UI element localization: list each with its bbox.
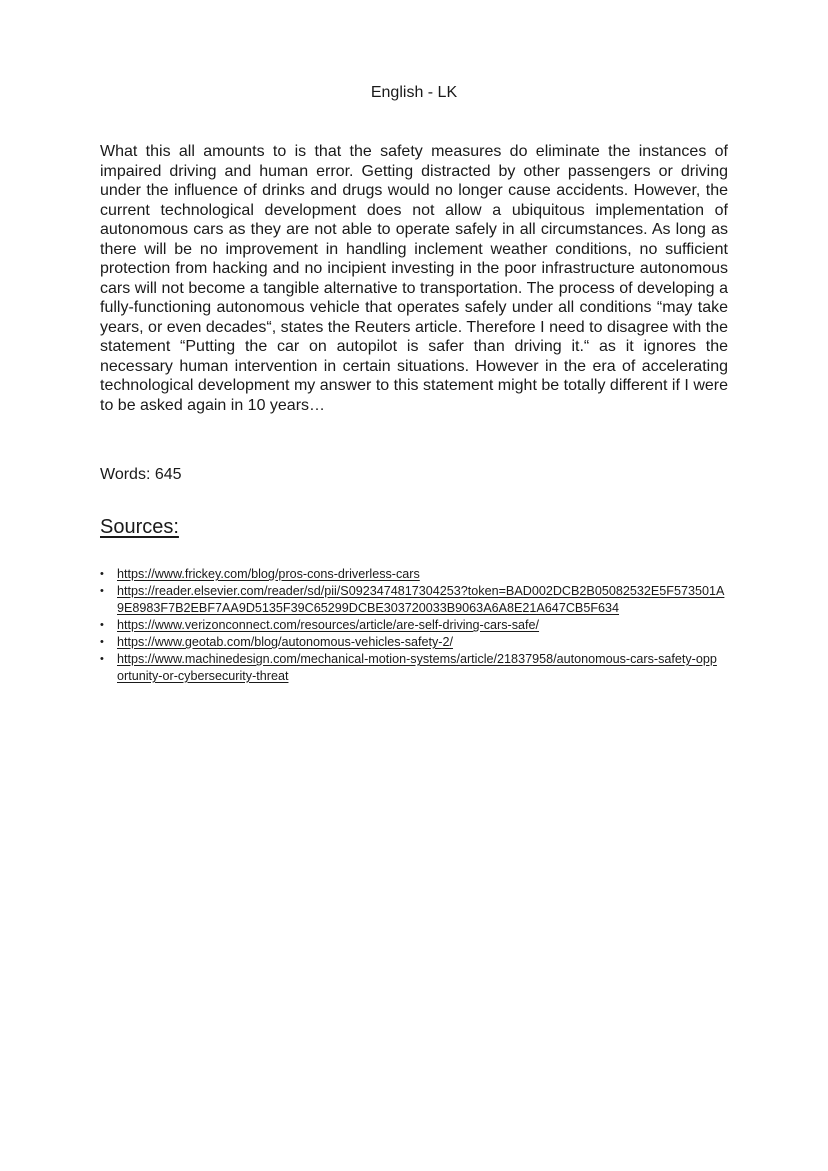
bullet-icon: • — [100, 653, 104, 665]
source-link[interactable]: https://www.geotab.com/blog/autonomous-vehicles-safety-2/ — [117, 635, 454, 649]
bullet-icon: • — [100, 568, 104, 580]
sources-heading: Sources: — [100, 516, 179, 538]
source-item — [100, 566, 740, 583]
word-count: Words: 645 — [100, 466, 182, 483]
bullet-icon: • — [100, 636, 104, 648]
source-item — [100, 583, 740, 617]
bullet-icon: • — [100, 585, 104, 597]
page-header: English - LK — [370, 84, 458, 101]
bullet-icon: • — [100, 619, 104, 631]
source-link[interactable]: https://www.machinedesign.com/mechanical-motion-systems/article/21837958/autonomous-cars-safety-opportunity-or-cybersecurity-threat — [117, 652, 717, 683]
source-link[interactable]: https://www.frickey.com/blog/pros-cons-driverless-cars — [117, 567, 420, 581]
source-item — [100, 634, 740, 651]
source-item — [100, 651, 740, 685]
sources-list — [100, 566, 740, 685]
source-link[interactable]: https://www.verizonconnect.com/resources/article/are-self-driving-cars-safe/ — [117, 618, 540, 632]
source-link[interactable]: https://reader.elsevier.com/reader/sd/pii/S0923474817304253?token=BAD002DCB2B05082532E5F573501A9E8983F7B2EBF7AA9D5135F39C65299DCBE303720033B9063A6A8E21A647CB5F634 — [117, 584, 725, 615]
source-item — [100, 617, 740, 634]
body-paragraph: What this all amounts to is that the safety measures do eliminate the instances of impaired driving and human error. Getting distracted by other passengers or driving under the influence of drinks and drugs would no longer cause accidents. However, the current technological development does not allow a ubiquitous implementation of autonomous cars as they are not able to operate safely in all circumstances. As long as there will be no improvement in handling inclement weather conditions, no sufficient protection from hacking and no incipient investing in the poor infrastructure autonomous cars will not become a tangible alternative to transportation. The process of developing a fully-functioning autonomous vehicle that operates safely under all conditions “may take years, or even decades“, states the Reuters article. Therefore I need to disagree with the statement “Putting the car on autopilot is safer than driving it.“ as it ignores the necessary human intervention in certain situations. However in the era of accelerating technological development my answer to this statement might be totally different if I were to be asked again in 10 years… — [100, 143, 728, 414]
